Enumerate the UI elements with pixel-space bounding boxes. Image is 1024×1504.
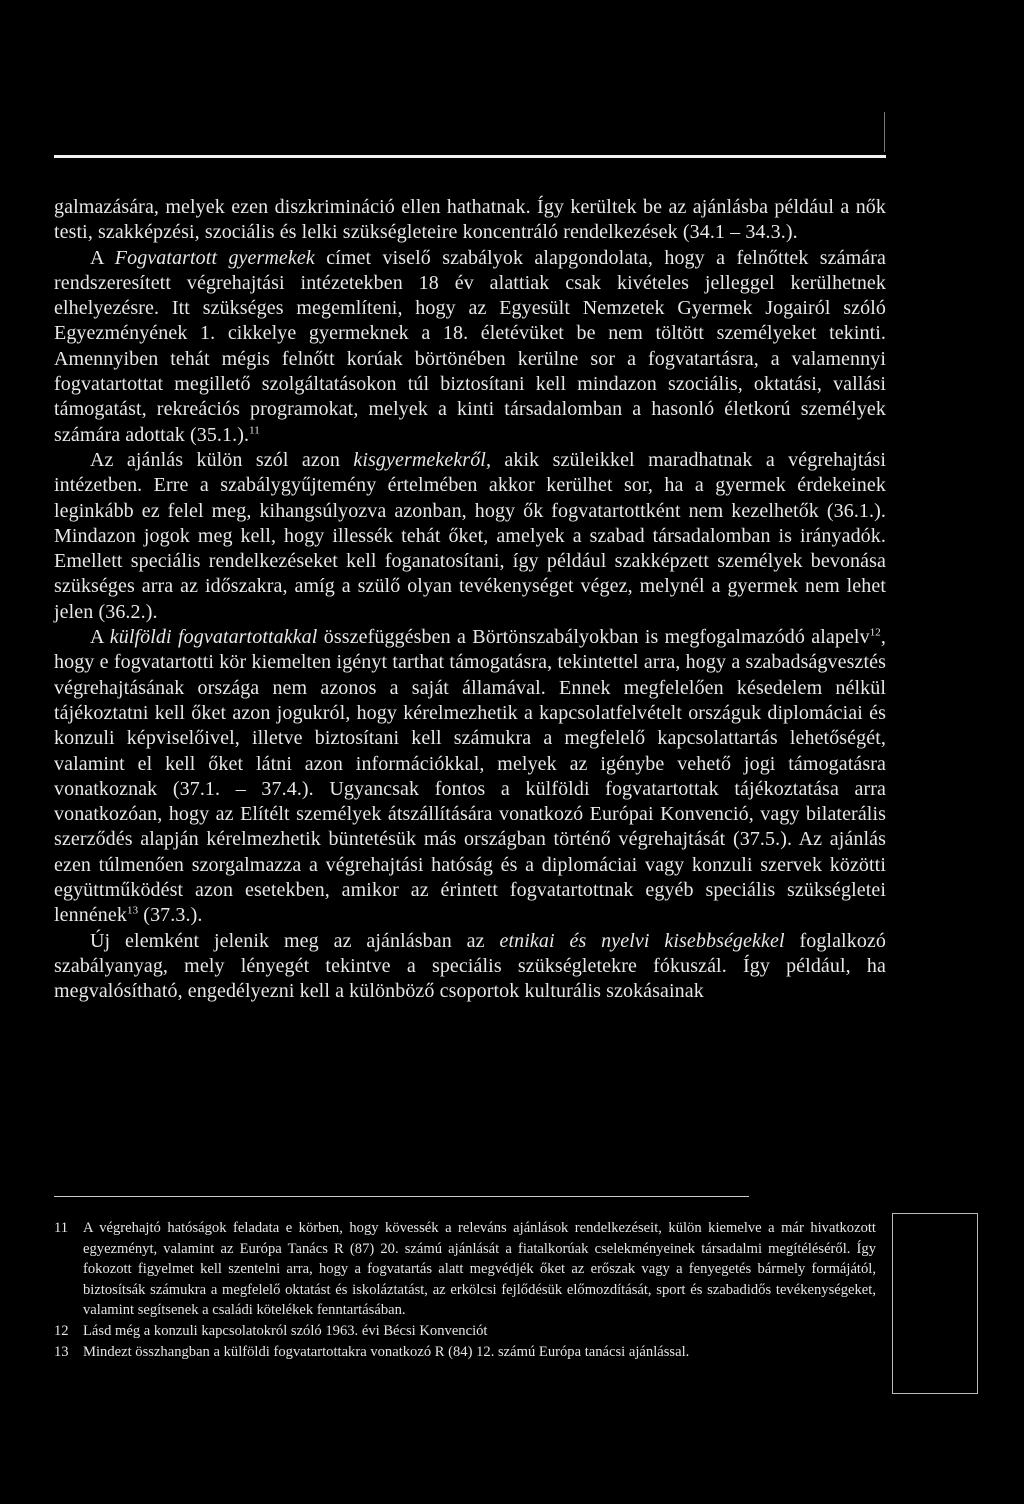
- text-run: összefüggésben a Börtönszabályokban is megfogalmazódó alapelv: [317, 626, 870, 649]
- paragraph: [54, 625, 886, 929]
- italic-term: kisgyermekekről,: [353, 448, 492, 471]
- text-run: címet viselő szabályok alapgondolata, hogy a felnőttek számára rendszeresített végrehajtási intézetekben 18 év alattiak csak kivételes jelleggel kerülhetnek elhelyezésre. Itt szükséges megemlíteni, hogy az Egyesült Nemzetek Gyermek Jogairól szóló Egyezményének 1. cikkelye gyermeknek a 18. életévüket be nem töltött személyeket tekinti. Amennyiben tehát mégis felnőtt korúak börtönében kerülne sor a fogvatartásra, a valamennyi fogvatartottat megillető szolgáltatásokon túl biztosítani kell mindazon szociális, oktatási, vallási támogatást, rekreációs programokat, melyek a kinti társadalomban a hasonló életkorú személyek számára adottak (35.1.).: [54, 246, 886, 446]
- italic-term: külföldi fogvatartottakkal: [109, 626, 318, 649]
- text-run: (37.3.).: [138, 904, 203, 927]
- paragraph: [54, 246, 886, 448]
- footnote: [54, 1321, 876, 1342]
- footnote-text: Mindezt összhangban a külföldi fogvatartottakra vonatkozó R (84) 12. számú Európa tanácsi ajánlással.: [83, 1343, 690, 1360]
- paragraph: [54, 448, 886, 625]
- text-run: A: [90, 246, 115, 269]
- footnote-ref: 13: [127, 904, 139, 917]
- body-text: [54, 195, 886, 1005]
- margin-tick: [884, 112, 885, 152]
- footnote-number: 12: [54, 1322, 69, 1339]
- text-run: foglalkozó szabályanyag, mely lényegét tekintve a speciális szükségletekre fókuszál. Így például, ha megvalósítható, engedélyezni kell a különböző csoportok kulturális szokásainak: [54, 929, 886, 1003]
- text-run: A: [90, 626, 110, 649]
- footnotes: [54, 1218, 876, 1362]
- text-run: akik szüleikkel maradhatnak a végrehajtási intézetben. Erre a szabálygyűjtemény értelmében akkor kerülhet sor, ha a gyermek érdekeinek leginkább ez felel meg, kihangsúlyozva azonban, hogy ők fogvatartottként nem kezelhetők (36.1.). Mindazon jogok meg kell, hogy illessék tehát őket, amelyek a szabad társadalomban is irányadók. Emellett speciális rendelkezéseket kell foganatosítani, így például szakképzett személyek bevonása szükséges arra az időszakra, amíg a szülő olyan tevékenységet végez, melynél a gyermek nem lehet jelen (36.2.).: [54, 448, 886, 623]
- footnote-text: Lásd még a konzuli kapcsolatokról szóló 1963. évi Bécsi Konvenciót: [83, 1322, 488, 1339]
- text-run: galmazására, melyek ezen diszkrimináció ellen hathatnak. Így kerültek be az ajánlásba például a nők testi, szakképzési, szociális és lelki szükségleteire koncentráló rendelkezések (34.1 – 34.3.).: [54, 196, 886, 244]
- footnote-text: A végrehajtó hatóságok feladata e körben, hogy kövessék a releváns ajánlások rendelkezéseit, külön kiemelve a már hivatkozott egyezményt, valamint az Európa Tanács R (87) 20. számú ajánlását a fiatalkorúak cselekményeinek társadalmi megítéléséről. Így fokozott figyelmet kell szentelni arra, hogy a fogvatartás alatt megvédjék őket az erőszak vagy a fenyegetés bármely formájától, biztosítsák számukra a megfelelő oktatást és iskoláztatást, az erkölcsi fejlődésük előmozdítását, sport és szabadidős tevékenységeket, valamint segítsenek a családi kötelékek fenntartásában.: [83, 1220, 876, 1319]
- italic-term: etnikai és nyelvi kisebbségekkel: [499, 929, 785, 952]
- footnote-ref: 12: [869, 626, 881, 639]
- text-run: Új elemként jelenik meg az ajánlásban az: [90, 929, 500, 952]
- footnote-ref: 11: [249, 424, 260, 437]
- footnote: [54, 1218, 876, 1321]
- paragraph: [54, 195, 886, 246]
- paragraph: [54, 929, 886, 1005]
- footnote-separator: [54, 1196, 749, 1197]
- text-run: Az ajánlás külön szól azon: [90, 448, 354, 471]
- footnote-number: 11: [54, 1220, 69, 1236]
- header-rule: [54, 155, 886, 158]
- margin-box: [892, 1213, 978, 1394]
- footnote: [54, 1342, 876, 1363]
- text-run: , hogy e fogvatartotti kör kiemelten igényt tarthat támogatásra, tekintettel arra, hogy a szabadságvesztés végrehajtásának országa nem azonos a saját államával. Ennek megfelelően késedelem nélkül tájékoztatni kell őket azon jogukról, hogy kérelmezhetik a kapcsolatfelvételt országuk diplomáciai és konzuli képviselőivel, illetve biztosítani kell számukra a megfelelő kapcsolattartás lehetőségét, valamint el kell őket látni azon információkkal, melyek az igénybe vehető jogi támogatásra vonatkoznak (37.1. – 37.4.). Ugyancsak fontos a külföldi fogvatartottak tájékoztatása arra vonatkozóan, hogy az Elítélt személyek átszállítására vonatkozó Európai Konvenció, vagy bilaterális szerződés alapján kérelmezhetik büntetésük más országban történő végrehajtását (37.5.). Az ajánlás ezen túlmenően szorgalmazza a végrehajtási hatóság és a diplomáciai vagy konzuli szervek közötti együttműködést azon esetekben, amikor az érintett fogvatartottnak egyéb speciális szükségletei lennének: [54, 626, 886, 927]
- footnote-number: 13: [54, 1343, 69, 1360]
- italic-term: Fogvatartott gyermekek: [114, 246, 315, 269]
